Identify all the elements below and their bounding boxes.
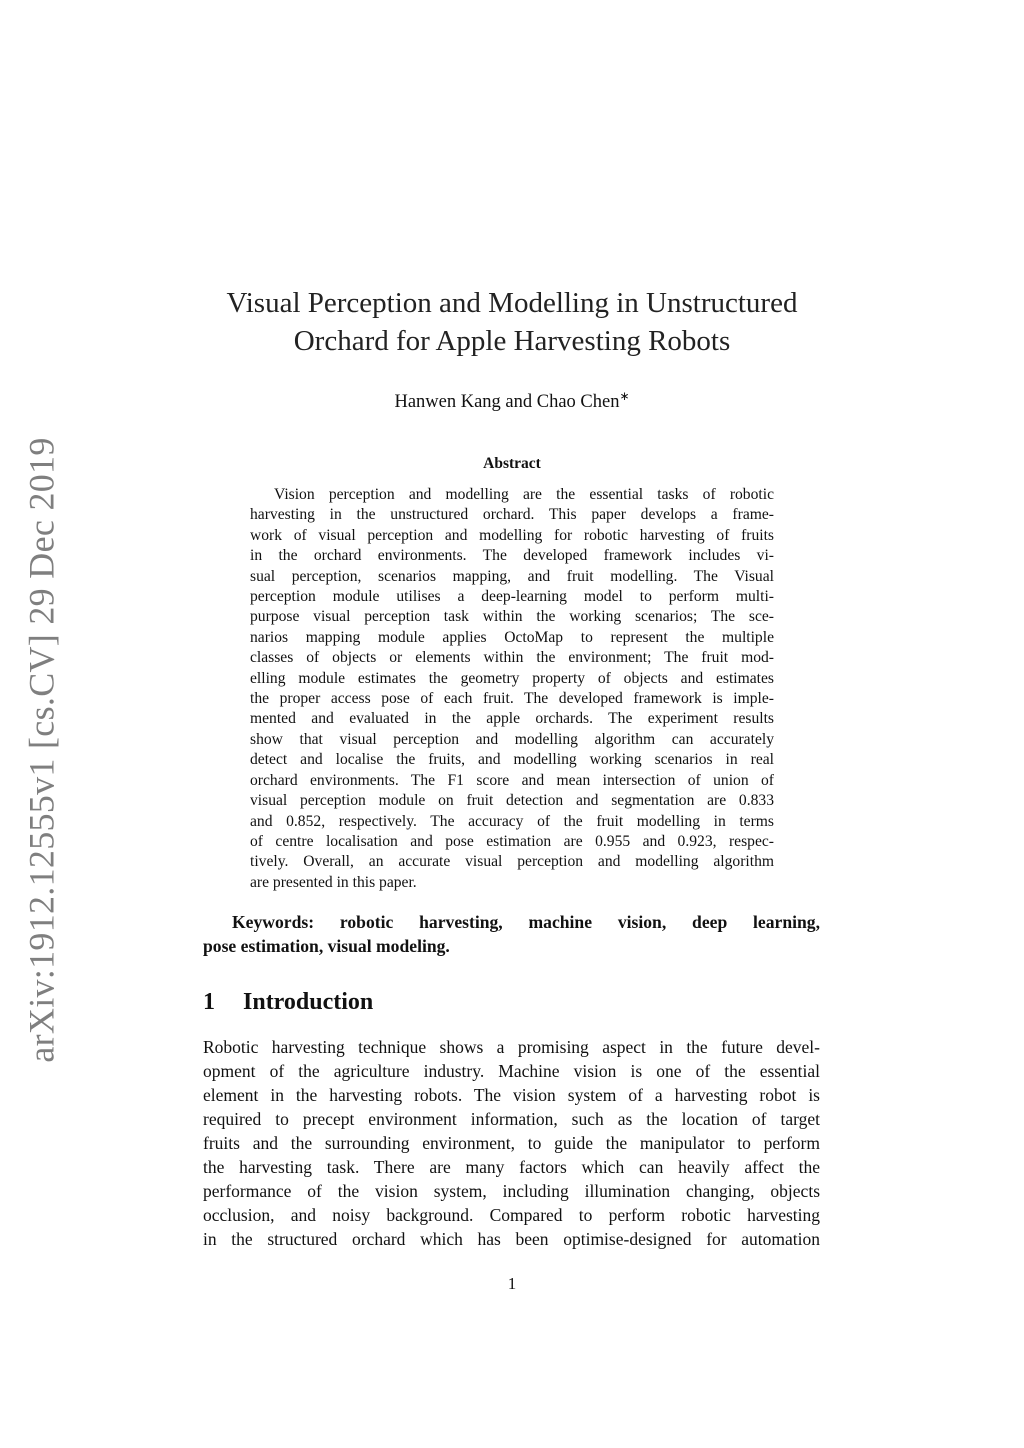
abstract-line: visual perception module on fruit detection and segmentation are 0.833 (250, 792, 774, 810)
abstract-line: harvesting in the unstructured orchard. This paper develops a frame- (250, 506, 774, 524)
section-title: Introduction (243, 989, 374, 1015)
body-line: Robotic harvesting technique shows a promising aspect in the future devel- (203, 1037, 820, 1057)
abstract-line: work of visual perception and modelling for robotic harvesting of fruits (250, 526, 774, 544)
author-list (150, 384, 874, 414)
body-line: element in the harvesting robots. The vision system of a harvesting robot is (203, 1085, 820, 1106)
body-line: fruits and the surrounding environment, to guide the manipulator to perform (203, 1133, 820, 1154)
page-number: 1 (507, 1274, 517, 1293)
paper-title (150, 284, 874, 360)
abstract-heading: Abstract (483, 455, 541, 472)
abstract-line: show that visual perception and modelling algorithm can accurately (250, 730, 774, 748)
section-heading (203, 986, 373, 1018)
abstract-line: Vision perception and modelling are the essential tasks of robotic (274, 486, 774, 503)
abstract-line: tively. Overall, an accurate visual perception and modelling algorithm (250, 853, 774, 871)
abstract-line: purpose visual perception task within the working scenarios; The sce- (250, 608, 774, 626)
body-line: performance of the vision system, including illumination changing, objects (203, 1181, 820, 1202)
title-line: Orchard for Apple Harvesting Robots (293, 325, 731, 357)
abstract-line: and 0.852, respectively. The accuracy of the fruit modelling in terms (250, 812, 774, 830)
section-number: 1 (203, 989, 215, 1015)
author-names: Hanwen Kang and Chao Chen (394, 392, 620, 413)
abstract-line: sual perception, scenarios mapping, and fruit modelling. The Visual (250, 567, 774, 585)
abstract-line: are presented in this paper. (250, 873, 417, 891)
abstract-line: detect and localise the fruits, and modelling working scenarios in real (250, 751, 774, 769)
abstract-line: of centre localisation and pose estimation are 0.955 and 0.923, respec- (250, 832, 774, 850)
abstract-line: the proper access pose of each fruit. The developed framework is imple- (250, 690, 774, 708)
keywords (203, 910, 820, 959)
body-line: opment of the agriculture industry. Machine vision is one of the essential (203, 1061, 820, 1082)
body-line: required to precept environment information, such as the location of target (203, 1109, 820, 1130)
abstract-body (250, 485, 774, 893)
arxiv-identifier: arXiv:1912.12555v1 [cs.CV] 29 Dec 2019 (22, 437, 62, 1063)
introduction-body (203, 1035, 820, 1251)
title-line: Visual Perception and Modelling in Unstructured (226, 287, 798, 319)
abstract-line: elling module estimates the geometry property of objects and estimates (250, 669, 774, 687)
corresponding-author-mark: ∗ (619, 389, 630, 403)
abstract-line: orchard environments. The F1 score and mean intersection of union of (250, 771, 774, 789)
arxiv-side-stamp (10, 437, 74, 1063)
body-line: the harvesting task. There are many factors which can heavily affect the (203, 1157, 820, 1178)
abstract-line: perception module utilises a deep-learning model to perform multi- (250, 588, 774, 606)
abstract-line: in the orchard environments. The developed framework includes vi- (250, 547, 774, 565)
keywords-line: pose estimation, visual modeling. (203, 936, 450, 957)
abstract-line: mented and evaluated in the apple orchards. The experiment results (250, 710, 774, 728)
abstract-line: classes of objects or elements within the environment; The fruit mod- (250, 649, 774, 667)
keywords-line: Keywords: robotic harvesting, machine vision, deep learning, (232, 912, 820, 932)
body-line: occlusion, and noisy background. Compared to perform robotic harvesting (203, 1205, 820, 1226)
body-line: in the structured orchard which has been optimise-designed for automation (203, 1229, 820, 1250)
abstract-line: narios mapping module applies OctoMap to represent the multiple (250, 628, 774, 646)
